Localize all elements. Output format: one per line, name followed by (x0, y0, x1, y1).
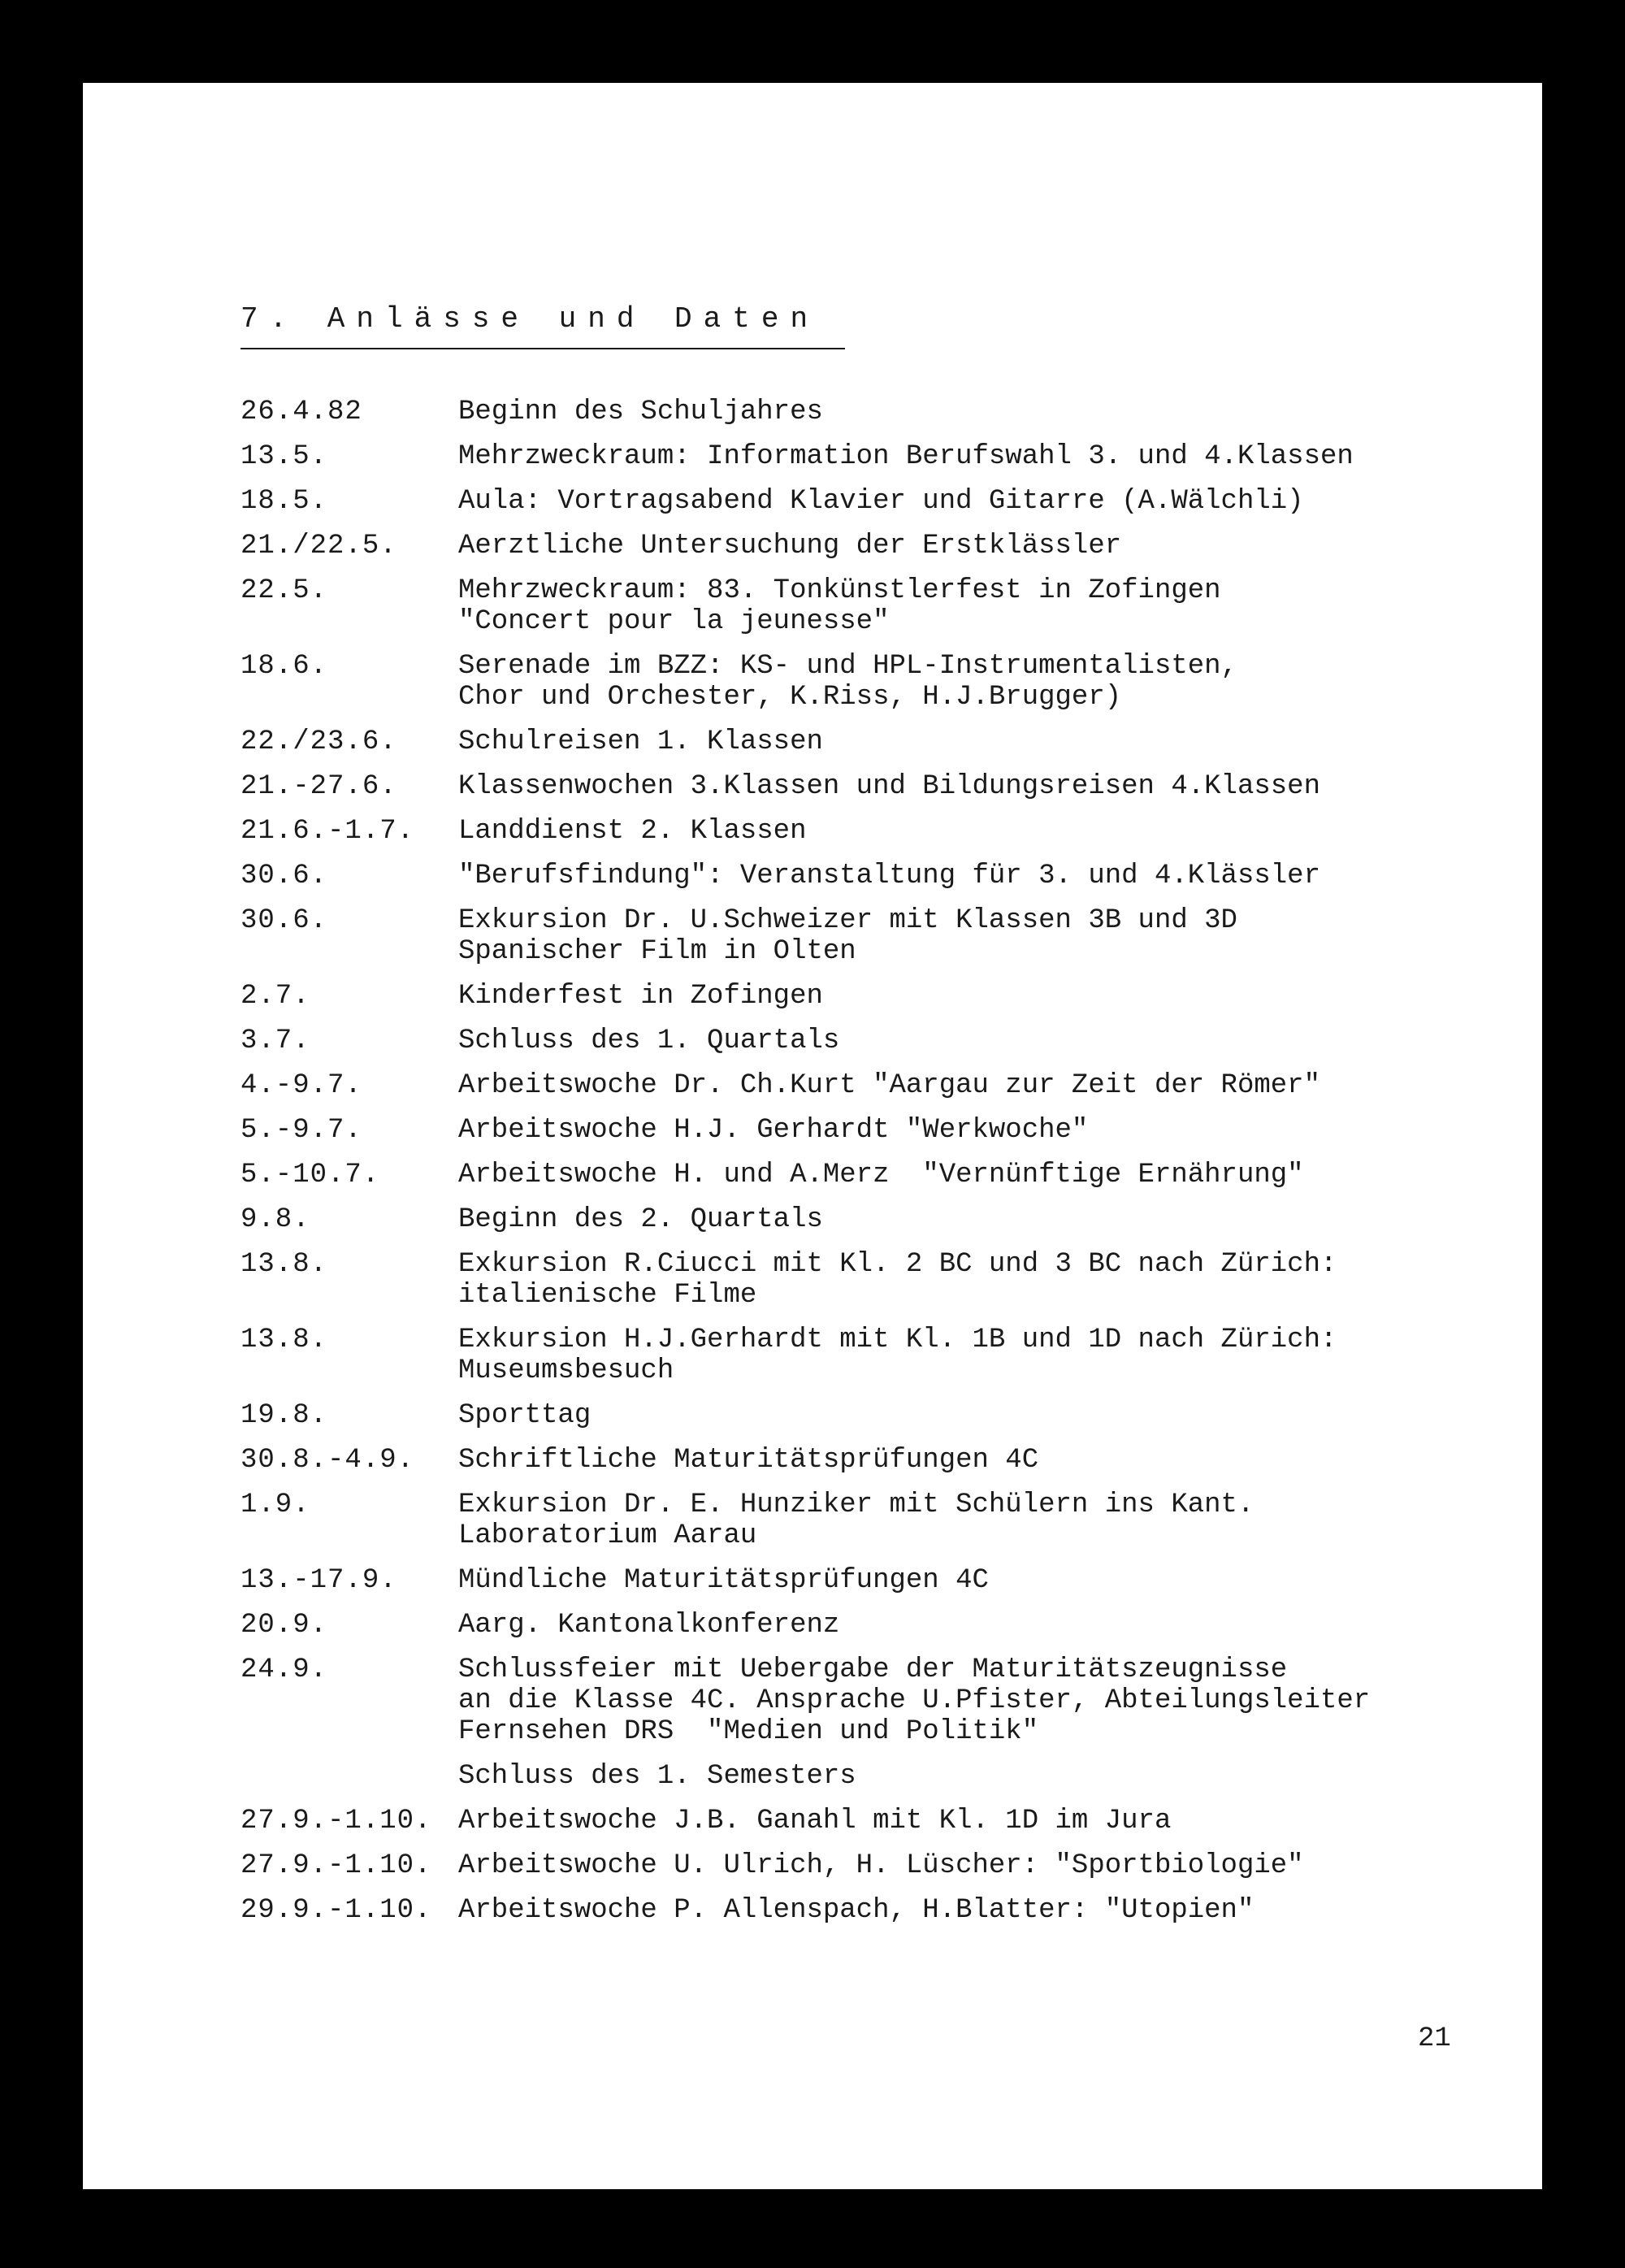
event-description: Arbeitswoche U. Ulrich, H. Lüscher: "Sportbiologie" (458, 1850, 1304, 1881)
event-entry (240, 771, 1540, 802)
event-date: 19.8. (240, 1400, 328, 1431)
event-date: 4.-9.7. (240, 1070, 362, 1101)
event-entry (240, 726, 1540, 757)
event-entry (240, 1850, 1540, 1881)
event-entry (240, 575, 1540, 637)
event-date: 2.7. (240, 981, 310, 1012)
event-description: Mehrzweckraum: 83. Tonkünstlerfest in Zofingen "Concert pour la jeunesse" (458, 575, 1221, 637)
event-description: Exkursion H.J.Gerhardt mit Kl. 1B und 1D nach Zürich: Museumsbesuch (458, 1325, 1337, 1386)
event-entry (240, 1490, 1540, 1551)
document-page (83, 83, 1542, 2189)
event-date: 13.8. (240, 1325, 328, 1355)
event-date: 5.-10.7. (240, 1160, 380, 1190)
event-entry (240, 981, 1540, 1012)
event-date: 26.4.82 (240, 397, 362, 427)
event-entry (240, 1895, 1540, 1926)
event-description: Aerztliche Untersuchung der Erstklässler (458, 531, 1122, 562)
event-entry (240, 816, 1540, 847)
event-date: 27.9.-1.10. (240, 1806, 432, 1837)
section-title: 7. Anlässe und Daten (240, 302, 820, 336)
event-date: 20.9. (240, 1610, 328, 1641)
event-entry (240, 1115, 1540, 1146)
event-entry (240, 1445, 1540, 1476)
event-date: 21./22.5. (240, 531, 397, 562)
event-date: 30.6. (240, 861, 328, 891)
event-entry (240, 1400, 1540, 1431)
title-underline (240, 348, 845, 349)
event-entry (240, 1249, 1540, 1311)
event-description: Schluss des 1. Quartals (458, 1026, 840, 1056)
event-entry (240, 531, 1540, 562)
event-date: 22./23.6. (240, 726, 397, 757)
event-entry (240, 905, 1540, 967)
event-date: 30.8.-4.9. (240, 1445, 415, 1476)
event-description: Mehrzweckraum: Information Berufswahl 3. und 4.Klassen (458, 441, 1354, 472)
event-list (240, 397, 1540, 1940)
event-entry (240, 1654, 1540, 1747)
event-description: Aarg. Kantonalkonferenz (458, 1610, 840, 1641)
event-description: Exkursion Dr. E. Hunziker mit Schülern ins Kant. Laboratorium Aarau (458, 1490, 1254, 1551)
event-entry (240, 1610, 1540, 1641)
event-description: Serenade im BZZ: KS- und HPL-Instrumentalisten, Chor und Orchester, K.Riss, H.J.Brugger) (458, 651, 1237, 713)
event-date: 9.8. (240, 1204, 310, 1235)
event-description: Arbeitswoche Dr. Ch.Kurt "Aargau zur Zeit der Römer" (458, 1070, 1320, 1101)
event-description: Schlussfeier mit Uebergabe der Maturitätszeugnisse an die Klasse 4C. Ansprache U.Pfister, Abteilungsleiter Fernsehen DRS "Medien und Politik" (458, 1654, 1371, 1747)
event-entry (240, 441, 1540, 472)
event-date: 21.6.-1.7. (240, 816, 415, 847)
event-description: Beginn des Schuljahres (458, 397, 823, 427)
event-entry (240, 1325, 1540, 1386)
event-description: Arbeitswoche H.J. Gerhardt "Werkwoche" (458, 1115, 1089, 1146)
event-entry (240, 651, 1540, 713)
event-entry (240, 397, 1540, 427)
event-description: Landdienst 2. Klassen (458, 816, 807, 847)
event-description: Arbeitswoche H. und A.Merz "Vernünftige Ernährung" (458, 1160, 1304, 1190)
event-date: 3.7. (240, 1026, 310, 1056)
event-description: Aula: Vortragsabend Klavier und Gitarre (A.Wälchli) (458, 486, 1304, 517)
event-date: 29.9.-1.10. (240, 1895, 432, 1926)
event-description: Mündliche Maturitätsprüfungen 4C (458, 1565, 989, 1596)
event-description: Sporttag (458, 1400, 592, 1431)
event-description: "Berufsfindung": Veranstaltung für 3. und 4.Klässler (458, 861, 1320, 891)
event-date: 27.9.-1.10. (240, 1850, 432, 1881)
event-description: Arbeitswoche P. Allenspach, H.Blatter: "Utopien" (458, 1895, 1254, 1926)
event-description: Schulreisen 1. Klassen (458, 726, 823, 757)
event-entry (240, 1204, 1540, 1235)
event-date: 30.6. (240, 905, 328, 936)
event-entry (240, 1761, 1540, 1792)
event-entry (240, 1026, 1540, 1056)
event-date: 13.5. (240, 441, 328, 472)
event-description: Schriftliche Maturitätsprüfungen 4C (458, 1445, 1039, 1476)
page-number: 21 (1418, 2023, 1451, 2054)
event-description: Kinderfest in Zofingen (458, 981, 823, 1012)
event-date: 21.-27.6. (240, 771, 397, 802)
event-description: Beginn des 2. Quartals (458, 1204, 823, 1235)
event-entry (240, 861, 1540, 891)
event-description: Klassenwochen 3.Klassen und Bildungsreisen 4.Klassen (458, 771, 1320, 802)
event-date: 13.8. (240, 1249, 328, 1280)
event-date: 24.9. (240, 1654, 328, 1685)
event-date: 22.5. (240, 575, 328, 606)
event-description: Exkursion R.Ciucci mit Kl. 2 BC und 3 BC nach Zürich: italienische Filme (458, 1249, 1337, 1311)
event-description: Exkursion Dr. U.Schweizer mit Klassen 3B und 3D Spanischer Film in Olten (458, 905, 1237, 967)
event-entry (240, 486, 1540, 517)
event-entry (240, 1070, 1540, 1101)
event-date: 5.-9.7. (240, 1115, 362, 1146)
event-date: 13.-17.9. (240, 1565, 397, 1596)
event-date: 1.9. (240, 1490, 310, 1520)
event-description: Schluss des 1. Semesters (458, 1761, 856, 1792)
event-date: 18.6. (240, 651, 328, 682)
event-description: Arbeitswoche J.B. Ganahl mit Kl. 1D im Jura (458, 1806, 1172, 1837)
event-entry (240, 1806, 1540, 1837)
event-entry (240, 1160, 1540, 1190)
event-entry (240, 1565, 1540, 1596)
event-date (240, 1761, 458, 1792)
event-date: 18.5. (240, 486, 328, 517)
